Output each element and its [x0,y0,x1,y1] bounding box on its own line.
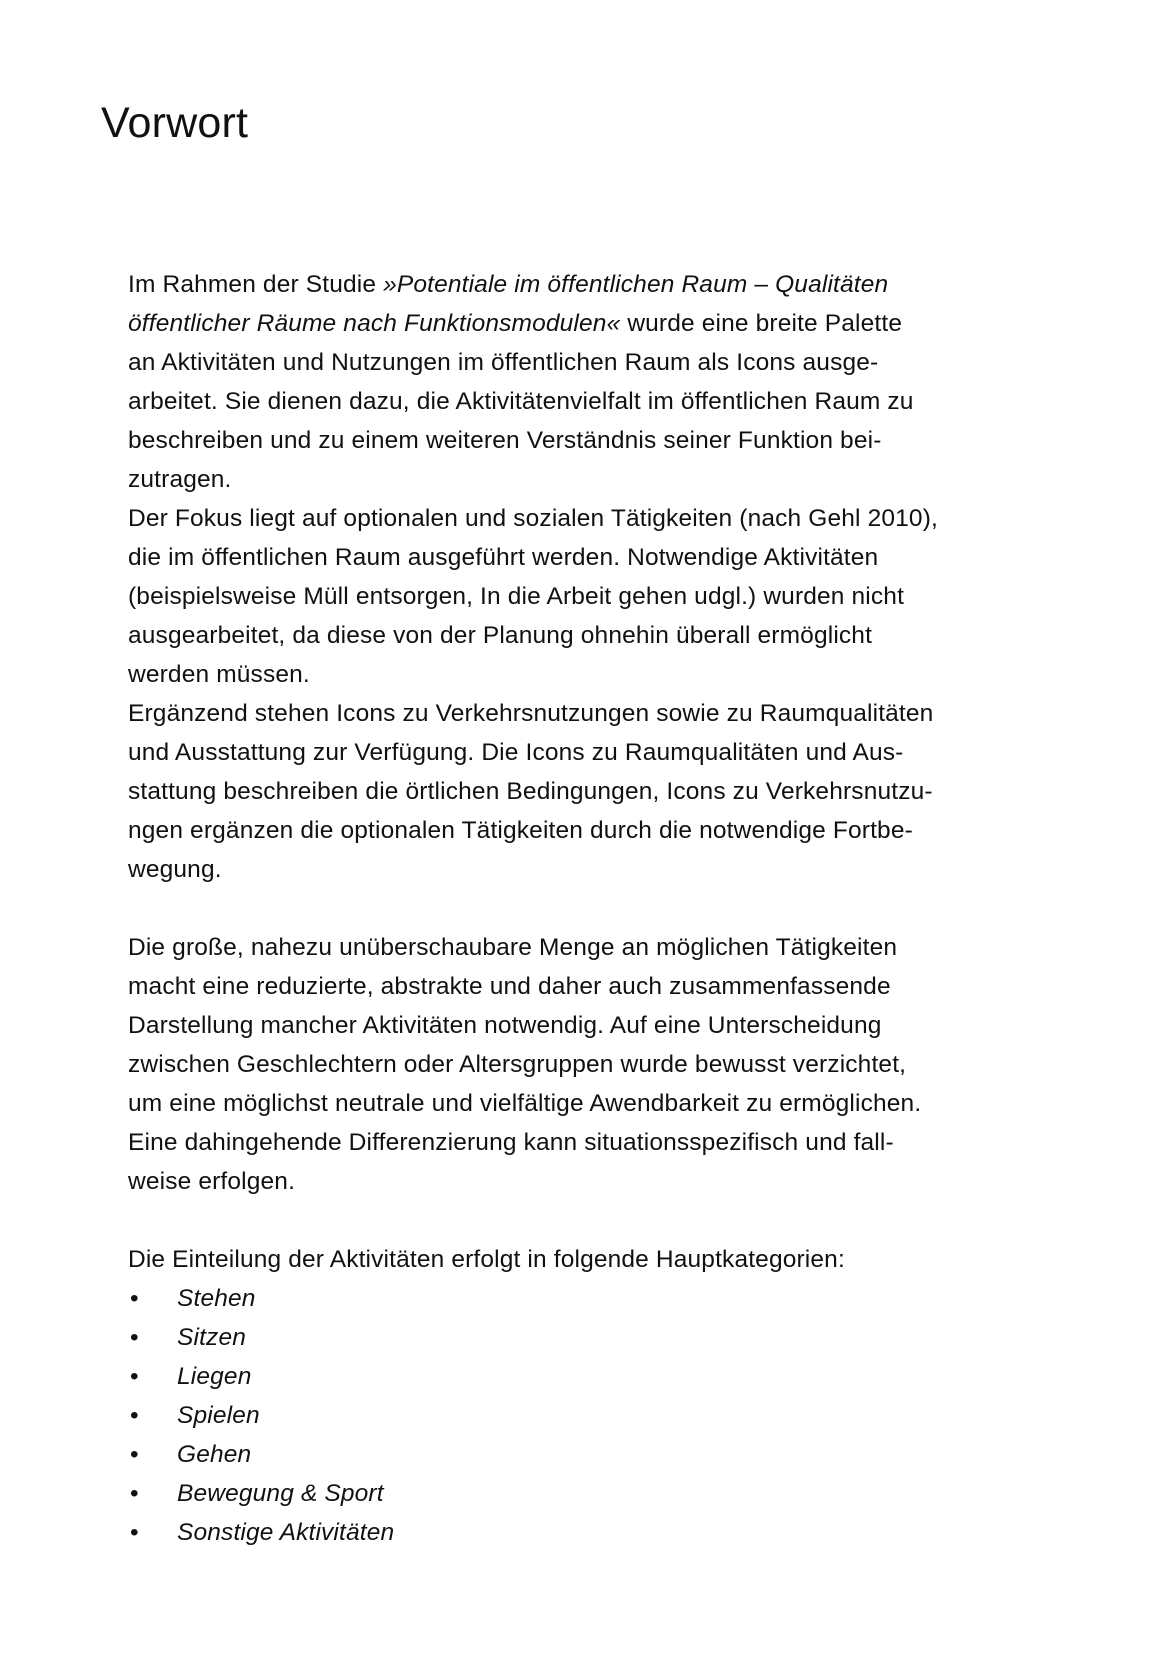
list-item [128,1357,1088,1396]
list-item [128,1396,1088,1435]
bullet-icon: • [130,1480,139,1507]
bullet-icon: • [130,1285,139,1312]
study-title-italic: »Potentiale im öffentlichen Raum – Qualitäten [383,271,889,298]
list-intro: Die Einteilung der Aktivitäten erfolgt in folgende Hauptkategorien: [128,1246,845,1273]
paragraph-line: zwischen Geschlechtern oder Altersgruppen wurde bewusst verzichtet, [128,1051,907,1078]
list-item [128,1474,1088,1513]
paragraph-line: weise erfolgen. [128,1168,296,1195]
paragraph-line: Eine dahingehende Differenzierung kann situationsspezifisch und fall- [128,1129,894,1156]
paragraph-line: Darstellung mancher Aktivitäten notwendig. Auf eine Unterscheidung [128,1012,882,1039]
bullet-icon: • [130,1402,139,1429]
paragraph-line: werden müssen. [128,661,310,688]
text-run: Im Rahmen der Studie [128,271,384,298]
list-item [128,1318,1088,1357]
category-label: Liegen [177,1363,252,1390]
bullet-icon: • [130,1363,139,1390]
paragraph-line: die im öffentlichen Raum ausgeführt werden. Notwendige Aktivitäten [128,544,879,571]
paragraph-line: Der Fokus liegt auf optionalen und sozialen Tätigkeiten (nach Gehl 2010), [128,505,938,532]
category-label: Sonstige Aktivitäten [177,1519,395,1546]
category-label: Sitzen [177,1324,246,1351]
body-text [128,265,1088,1552]
category-label: Gehen [177,1441,252,1468]
bullet-icon: • [130,1324,139,1351]
paragraph-line: zutragen. [128,466,232,493]
category-label: Stehen [177,1285,256,1312]
paragraph-line: beschreiben und zu einem weiteren Verständnis seiner Funktion bei- [128,427,882,454]
paragraph-line: (beispielsweise Müll entsorgen, In die Arbeit gehen udgl.) wurden nicht [128,583,905,610]
paragraph-line: um eine möglichst neutrale und vielfältige Awendbarkeit zu ermöglichen. [128,1090,922,1117]
bullet-icon: • [130,1519,139,1546]
paragraph-spacer [128,1201,1088,1240]
paragraph-line [128,265,1088,304]
category-label: Spielen [177,1402,260,1429]
bullet-icon: • [130,1441,139,1468]
paragraph-line: Ergänzend stehen Icons zu Verkehrsnutzungen sowie zu Raumqualitäten [128,700,934,727]
paragraph-spacer [128,889,1088,928]
paragraph-line: macht eine reduzierte, abstrakte und daher auch zusammenfassende [128,973,891,1000]
category-list [128,1279,1088,1552]
list-item [128,1435,1088,1474]
study-title-italic: öffentlicher Räume nach Funktionsmodulen« [128,310,621,337]
paragraph-line: stattung beschreiben die örtlichen Bedingungen, Icons zu Verkehrsnutzu- [128,778,933,805]
text-run: wurde eine breite Palette [620,310,903,337]
paragraph-line: und Ausstattung zur Verfügung. Die Icons zu Raumqualitäten und Aus- [128,739,904,766]
list-item [128,1279,1088,1318]
paragraph-line: ausgearbeitet, da diese von der Planung ohnehin überall ermöglicht [128,622,873,649]
page-title: Vorwort [101,99,249,147]
paragraph-line: ngen ergänzen die optionalen Tätigkeiten durch die notwendige Fortbe- [128,817,913,844]
paragraph-line [128,304,1088,343]
paragraph-line: wegung. [128,856,222,883]
list-item [128,1513,1088,1552]
paragraph-line: Die große, nahezu unüberschaubare Menge an möglichen Tätigkeiten [128,934,898,961]
paragraph-line: an Aktivitäten und Nutzungen im öffentlichen Raum als Icons ausge- [128,349,879,376]
paragraph-line: arbeitet. Sie dienen dazu, die Aktivitätenvielfalt im öffentlichen Raum zu [128,388,914,415]
category-label: Bewegung & Sport [177,1480,384,1507]
